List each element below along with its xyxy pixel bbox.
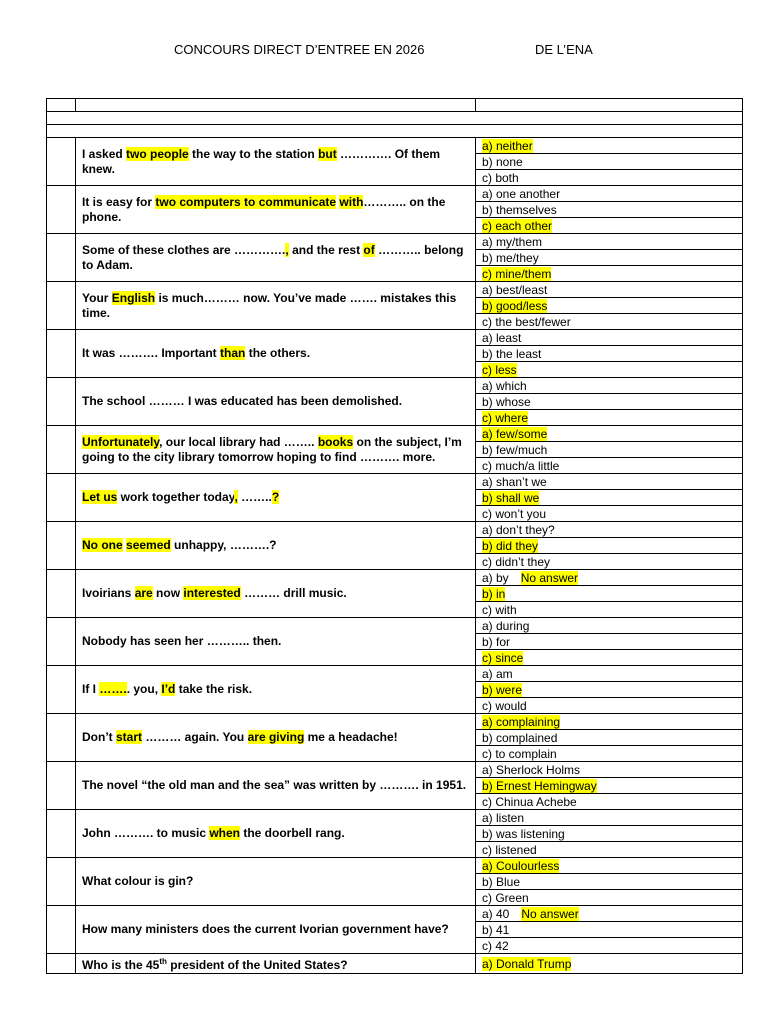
highlighted-text: when bbox=[209, 826, 241, 840]
question-number-cell bbox=[47, 234, 76, 282]
text-segment: Some of these clothes are …………. bbox=[82, 242, 286, 257]
text-segment: take the risk. bbox=[175, 682, 253, 696]
text-segment: c) to complain bbox=[482, 746, 557, 761]
text-segment: is much……… now. You’ve made ……. mistakes this time. bbox=[82, 290, 457, 320]
answer-option bbox=[476, 314, 743, 330]
text-segment: c) the best/fewer bbox=[482, 314, 571, 329]
answer-option bbox=[476, 410, 743, 426]
text-segment: a) least bbox=[482, 330, 522, 345]
answer-note: No answer bbox=[520, 570, 579, 585]
question-text bbox=[76, 330, 476, 378]
question-number-cell bbox=[47, 330, 76, 378]
text-segment: Nobody has seen her ……….. then. bbox=[82, 634, 282, 648]
answer-option bbox=[476, 762, 743, 778]
text-segment: b) for bbox=[482, 634, 511, 649]
question-text bbox=[76, 474, 476, 522]
question-number-cell bbox=[47, 714, 76, 762]
highlighted-text: b) good/less bbox=[482, 298, 548, 313]
answer-option bbox=[476, 826, 743, 842]
highlighted-text: ……. bbox=[99, 682, 127, 696]
question-number-cell bbox=[47, 666, 76, 714]
text-segment: Don’t bbox=[82, 730, 116, 744]
highlighted-text: b) in bbox=[482, 586, 506, 601]
answer-option bbox=[476, 650, 743, 666]
text-segment: a) by bbox=[482, 570, 509, 585]
text-segment: ……… drill music. bbox=[240, 586, 347, 600]
text-segment: c) won’t you bbox=[482, 506, 547, 521]
answer-option bbox=[476, 186, 743, 202]
text-segment: Your bbox=[82, 290, 112, 305]
answer-note: No answer bbox=[521, 906, 579, 921]
text-segment: c) didn’t they bbox=[482, 554, 551, 569]
text-segment: b) few/much bbox=[482, 442, 548, 457]
question-number-cell bbox=[47, 810, 76, 858]
answer-option bbox=[476, 586, 743, 602]
answer-option bbox=[476, 778, 743, 794]
question-row bbox=[47, 474, 743, 490]
question-row bbox=[47, 426, 743, 442]
question-text bbox=[76, 810, 476, 858]
question-number-cell bbox=[47, 906, 76, 954]
table-header-row bbox=[47, 99, 743, 112]
question-row bbox=[47, 234, 743, 250]
highlighted-text: are giving bbox=[247, 730, 305, 744]
highlighted-text: b) Ernest Hemingway bbox=[482, 778, 597, 793]
highlighted-text: I’d bbox=[161, 682, 176, 696]
question-row bbox=[47, 570, 743, 586]
answer-option bbox=[476, 602, 743, 618]
highlighted-text: start bbox=[116, 730, 143, 744]
text-segment: a) Sherlock Holms bbox=[482, 762, 581, 777]
answer-option bbox=[476, 794, 743, 810]
answer-option bbox=[476, 426, 743, 442]
highlighted-text: c) each other bbox=[482, 218, 553, 233]
answer-option bbox=[476, 554, 743, 570]
answer-option bbox=[476, 378, 743, 394]
question-number-cell bbox=[47, 426, 76, 474]
answer-option bbox=[476, 682, 743, 698]
question-number-cell bbox=[47, 762, 76, 810]
text-segment: on the subject, I’m going to the city library tomorrow hoping to find ………. more. bbox=[82, 434, 462, 464]
highlighted-text: seemed bbox=[126, 538, 171, 552]
table-spacer-row bbox=[47, 125, 743, 138]
text-segment: the others. bbox=[245, 346, 311, 360]
question-text bbox=[76, 522, 476, 570]
text-segment: c) with bbox=[482, 602, 517, 617]
question-row bbox=[47, 714, 743, 730]
text-segment: It was ………. Important bbox=[82, 346, 221, 360]
text-segment: b) me/they bbox=[482, 250, 539, 265]
answer-option bbox=[476, 634, 743, 650]
question-row bbox=[47, 810, 743, 826]
highlighted-text: of bbox=[363, 242, 375, 257]
text-segment: the doorbell rang. bbox=[240, 826, 345, 840]
text-segment: a) 40 bbox=[482, 906, 510, 921]
text-segment: The novel “the old man and the sea” was written by ………. in 1951. bbox=[82, 778, 467, 792]
text-segment: , our local library had …….. bbox=[159, 434, 318, 449]
highlighted-text: than bbox=[220, 346, 246, 360]
highlighted-text: , bbox=[234, 490, 238, 504]
question-number-cell bbox=[47, 474, 76, 522]
text-segment: What colour is gin? bbox=[82, 874, 194, 888]
highlighted-text: books bbox=[317, 434, 354, 449]
answer-option bbox=[476, 522, 743, 538]
text-segment: c) Green bbox=[482, 890, 529, 905]
highlighted-text: Let us bbox=[82, 490, 118, 504]
header-cell-answer bbox=[476, 99, 743, 112]
answer-option bbox=[476, 570, 743, 586]
answer-option bbox=[476, 618, 743, 634]
text-segment: b) themselves bbox=[482, 202, 557, 217]
highlighted-text: b) did they bbox=[482, 538, 539, 553]
question-text bbox=[76, 138, 476, 186]
text-segment: ……….. on the phone. bbox=[82, 194, 446, 224]
answer-option bbox=[476, 346, 743, 362]
answer-option bbox=[476, 202, 743, 218]
header-institution: DE L’ENA bbox=[535, 42, 593, 57]
question-row bbox=[47, 666, 743, 682]
text-segment: b) whose bbox=[482, 394, 531, 409]
text-segment: b) the least bbox=[482, 346, 542, 361]
text-segment: c) both bbox=[482, 170, 519, 185]
highlighted-text: a) few/some bbox=[482, 426, 548, 441]
highlighted-text: , bbox=[285, 242, 289, 257]
text-segment: John ………. to music bbox=[82, 826, 210, 840]
question-number-cell bbox=[47, 378, 76, 426]
text-segment: ……….. belong to Adam. bbox=[82, 242, 464, 272]
text-segment: b) Blue bbox=[482, 874, 521, 889]
text-segment: c) would bbox=[482, 698, 527, 713]
highlighted-text: a) Donald Trump bbox=[482, 956, 572, 971]
answer-option bbox=[476, 810, 743, 826]
question-row bbox=[47, 522, 743, 538]
answer-option bbox=[476, 842, 743, 858]
text-segment: …….. bbox=[237, 490, 272, 504]
question-text bbox=[76, 186, 476, 234]
question-row bbox=[47, 330, 743, 346]
text-segment: now bbox=[152, 586, 184, 600]
text-segment: c) Chinua Achebe bbox=[482, 794, 577, 809]
question-row bbox=[47, 138, 743, 154]
highlighted-text: interested bbox=[183, 586, 241, 600]
answer-option bbox=[476, 938, 743, 954]
question-number-cell bbox=[47, 282, 76, 330]
answer-option bbox=[476, 714, 743, 730]
question-row bbox=[47, 378, 743, 394]
text-segment: b) 41 bbox=[482, 922, 510, 937]
highlighted-text: a) neither bbox=[482, 138, 533, 153]
question-number-cell bbox=[47, 138, 76, 186]
text-segment: If I bbox=[82, 682, 100, 696]
answer-option bbox=[476, 154, 743, 170]
answer-option bbox=[476, 874, 743, 890]
answer-option bbox=[476, 922, 743, 938]
question-text bbox=[76, 762, 476, 810]
text-segment: ……… again. You bbox=[142, 730, 248, 744]
highlighted-text: c) mine/them bbox=[482, 266, 552, 281]
highlighted-text: a) complaining bbox=[482, 714, 561, 729]
question-text bbox=[76, 714, 476, 762]
question-number-cell bbox=[47, 954, 76, 974]
text-segment: b) complained bbox=[482, 730, 558, 745]
question-row bbox=[47, 186, 743, 202]
question-number-cell bbox=[47, 570, 76, 618]
question-text bbox=[76, 618, 476, 666]
text-segment: work together today bbox=[117, 490, 235, 504]
answer-option bbox=[476, 506, 743, 522]
answer-option bbox=[476, 538, 743, 554]
answer-option bbox=[476, 218, 743, 234]
question-row bbox=[47, 906, 743, 922]
answer-option bbox=[476, 442, 743, 458]
text-segment: c) much/a little bbox=[482, 458, 560, 473]
question-row bbox=[47, 858, 743, 874]
answer-option bbox=[476, 698, 743, 714]
question-text bbox=[76, 282, 476, 330]
highlighted-text: c) where bbox=[482, 410, 529, 425]
text-segment: a) don’t they? bbox=[482, 522, 555, 537]
text-segment: It is easy for bbox=[82, 194, 156, 209]
text-segment: a) one another bbox=[482, 186, 561, 201]
question-text bbox=[76, 234, 476, 282]
header-cell-question bbox=[76, 99, 476, 112]
question-text bbox=[76, 666, 476, 714]
question-row bbox=[47, 618, 743, 634]
questions-table bbox=[46, 98, 743, 974]
answer-option bbox=[476, 250, 743, 266]
text-segment: a) during bbox=[482, 618, 530, 633]
answer-option bbox=[476, 490, 743, 506]
answer-option bbox=[476, 890, 743, 906]
table-spacer-row bbox=[47, 112, 743, 125]
answer-option bbox=[476, 458, 743, 474]
text-segment: b) was listening bbox=[482, 826, 565, 841]
highlighted-text: English bbox=[111, 290, 156, 305]
question-text bbox=[76, 858, 476, 906]
answer-option bbox=[476, 170, 743, 186]
text-segment: a) listen bbox=[482, 810, 525, 825]
text-segment: and the rest bbox=[288, 242, 364, 257]
text-segment: a) which bbox=[482, 378, 527, 393]
answer-option bbox=[476, 746, 743, 762]
highlighted-text: c) since bbox=[482, 650, 524, 665]
question-text bbox=[76, 378, 476, 426]
answer-option bbox=[476, 138, 743, 154]
question-text bbox=[76, 906, 476, 954]
answer-option bbox=[476, 266, 743, 282]
ordinal-suffix: th bbox=[159, 957, 167, 966]
highlighted-text: with bbox=[339, 194, 364, 209]
highlighted-text: c) less bbox=[482, 362, 517, 377]
text-segment: . you, bbox=[126, 682, 162, 696]
header-cell-number bbox=[47, 99, 76, 112]
highlighted-text: No one bbox=[82, 538, 123, 552]
answer-option bbox=[476, 282, 743, 298]
highlighted-text: ? bbox=[271, 490, 280, 504]
text-segment: a) my/them bbox=[482, 234, 543, 249]
text-segment: president of the United States? bbox=[166, 958, 348, 972]
question-text bbox=[76, 426, 476, 474]
question-number-cell bbox=[47, 858, 76, 906]
answer-option bbox=[476, 906, 743, 922]
text-segment: c) 42 bbox=[482, 938, 509, 953]
answer-option bbox=[476, 954, 743, 974]
question-number-cell bbox=[47, 186, 76, 234]
highlighted-text: two computers to communicate bbox=[155, 194, 337, 209]
question-row bbox=[47, 762, 743, 778]
answer-option bbox=[476, 858, 743, 874]
header-title: CONCOURS DIRECT D’ENTREE EN 2026 bbox=[174, 42, 425, 57]
answer-option bbox=[476, 666, 743, 682]
highlighted-text: two people bbox=[126, 146, 189, 161]
text-segment: a) shan’t we bbox=[482, 474, 547, 489]
text-segment: the way to the station bbox=[188, 146, 319, 161]
answer-option bbox=[476, 730, 743, 746]
text-segment: …………. Of them knew. bbox=[82, 146, 441, 176]
highlighted-text: Unfortunately bbox=[82, 434, 160, 449]
question-row bbox=[47, 954, 743, 974]
question-text bbox=[76, 570, 476, 618]
text-segment: unhappy, ……….? bbox=[170, 538, 277, 552]
text-segment: Who is the 45 bbox=[82, 958, 160, 972]
text-segment: I asked bbox=[82, 146, 127, 161]
text-segment: The school ……… I was educated has been demolished. bbox=[82, 394, 403, 408]
text-segment: a) best/least bbox=[482, 282, 548, 297]
text-segment: a) am bbox=[482, 666, 513, 681]
question-number-cell bbox=[47, 522, 76, 570]
highlighted-text: b) were bbox=[482, 682, 523, 697]
highlighted-text: but bbox=[318, 146, 337, 161]
highlighted-text: a) Coulourless bbox=[482, 858, 560, 873]
highlighted-text: b) shall we bbox=[482, 490, 540, 505]
answer-option bbox=[476, 330, 743, 346]
question-number-cell bbox=[47, 618, 76, 666]
answer-option bbox=[476, 298, 743, 314]
text-segment: me a headache! bbox=[304, 730, 398, 744]
answer-option bbox=[476, 362, 743, 378]
text-segment: b) none bbox=[482, 154, 523, 169]
text-segment: c) listened bbox=[482, 842, 537, 857]
answer-option bbox=[476, 394, 743, 410]
highlighted-text: are bbox=[134, 586, 153, 600]
question-text bbox=[76, 954, 476, 974]
question-row bbox=[47, 282, 743, 298]
questions-table-body bbox=[47, 99, 743, 974]
answer-option bbox=[476, 474, 743, 490]
answer-option bbox=[476, 234, 743, 250]
text-segment: Ivoirians bbox=[82, 586, 135, 600]
text-segment: How many ministers does the current Ivorian government have? bbox=[82, 922, 449, 936]
